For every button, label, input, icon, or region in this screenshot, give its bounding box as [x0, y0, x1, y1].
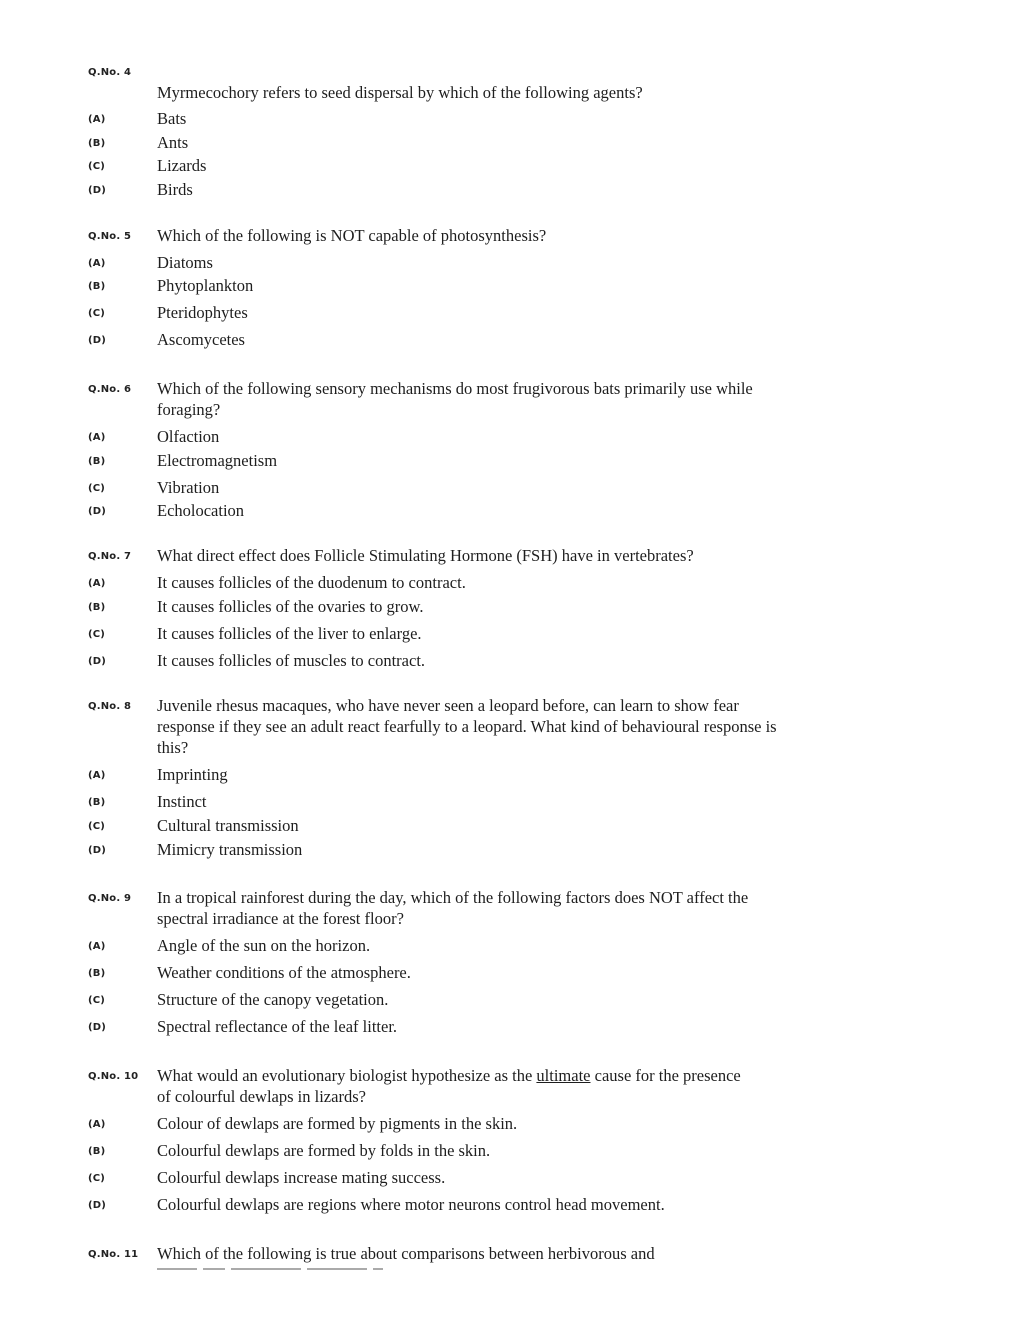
- option-label: (A): [88, 770, 106, 781]
- option-text: Imprinting: [157, 765, 228, 784]
- option-label: (D): [88, 335, 107, 346]
- option-text: Ascomycetes: [157, 330, 245, 349]
- question-6-text: Which of the following sensory mechanisms do most frugivorous bats primarily use while foraging?: [157, 379, 753, 419]
- option-text: Spectral reflectance of the leaf litter.: [157, 1017, 398, 1036]
- option-label: (C): [88, 1173, 106, 1184]
- option-label: (D): [88, 506, 107, 517]
- option-text: Electromagnetism: [157, 451, 278, 470]
- option-text: Angle of the sun on the horizon.: [157, 936, 371, 955]
- option-label: (B): [88, 797, 106, 808]
- option-text: Mimicry transmission: [157, 840, 303, 859]
- question-6-number: Q.No. 6: [88, 384, 132, 395]
- option-text: Vibration: [157, 478, 220, 497]
- option-label: (D): [88, 185, 107, 196]
- option-text: It causes follicles of muscles to contract.: [157, 651, 426, 670]
- option-text: Weather conditions of the atmosphere.: [157, 963, 411, 982]
- option-text: Echolocation: [157, 501, 245, 520]
- option-label: (C): [88, 995, 106, 1006]
- question-10-number: Q.No. 10: [88, 1071, 139, 1082]
- option-text: Phytoplankton: [157, 276, 254, 295]
- option-label: (A): [88, 114, 106, 125]
- question-8-number: Q.No. 8: [88, 701, 132, 712]
- option-text: Instinct: [157, 792, 207, 811]
- option-label: (C): [88, 483, 106, 494]
- option-label: (B): [88, 968, 106, 979]
- option-label: (B): [88, 602, 106, 613]
- option-text: Cultural transmission: [157, 816, 299, 835]
- option-label: (A): [88, 578, 106, 589]
- question-7-text: What direct effect does Follicle Stimulating Hormone (FSH) have in vertebrates?: [157, 546, 694, 565]
- option-text: It causes follicles of the duodenum to contract.: [157, 573, 466, 592]
- question-4-text: Myrmecochory refers to seed dispersal by which of the following agents?: [157, 83, 643, 102]
- option-text: It causes follicles of the ovaries to grow.: [157, 597, 424, 616]
- option-text: Olfaction: [157, 427, 220, 446]
- option-text: Colourful dewlaps increase mating success.: [157, 1168, 446, 1187]
- question-9-text: In a tropical rainforest during the day, which of the following factors does NOT affect the spectral irradiance at the forest floor?: [157, 888, 749, 928]
- option-label: (A): [88, 432, 106, 443]
- option-label: (C): [88, 629, 106, 640]
- option-label: (C): [88, 308, 106, 319]
- underlined-word: ultimate: [536, 1066, 591, 1085]
- question-11-text: Which of the following is true about comparisons between herbivorous and: [157, 1244, 655, 1263]
- option-label: (B): [88, 1146, 106, 1157]
- question-8-text: Juvenile rhesus macaques, who have never seen a leopard before, can learn to show fear response if they see an adult react fearfully to a leopard. What kind of behavioural response is this?: [157, 696, 777, 757]
- option-text: It causes follicles of the liver to enlarge.: [157, 624, 422, 643]
- question-11-number: Q.No. 11: [88, 1249, 139, 1260]
- option-label: (C): [88, 821, 106, 832]
- option-text: Colourful dewlaps are regions where motor neurons control head movement.: [157, 1195, 665, 1214]
- option-text: Diatoms: [157, 253, 213, 272]
- option-label: (D): [88, 656, 107, 667]
- question-4-number: Q.No. 4: [88, 67, 132, 78]
- option-label: (C): [88, 161, 106, 172]
- option-label: (B): [88, 456, 106, 467]
- option-text: Colourful dewlaps are formed by folds in the skin.: [157, 1141, 491, 1160]
- question-9-number: Q.No. 9: [88, 893, 132, 904]
- option-text: Lizards: [157, 156, 207, 175]
- question-7-number: Q.No. 7: [88, 551, 132, 562]
- option-label: (D): [88, 845, 107, 856]
- option-label: (A): [88, 1119, 106, 1130]
- question-text-part: What would an evolutionary biologist hypothesize as the: [157, 1066, 537, 1085]
- option-text: Bats: [157, 109, 187, 128]
- question-5-number: Q.No. 5: [88, 231, 132, 242]
- option-label: (D): [88, 1200, 107, 1211]
- option-label: (D): [88, 1022, 107, 1033]
- option-label: (A): [88, 258, 106, 269]
- option-text: Birds: [157, 180, 193, 199]
- option-text: Colour of dewlaps are formed by pigments in the skin.: [157, 1114, 518, 1133]
- option-text: Ants: [157, 133, 189, 152]
- question-10-text: [157, 1065, 747, 1107]
- option-text: Pteridophytes: [157, 303, 248, 322]
- question-text-part: cause for the presence of colourful dewlaps in lizards?: [157, 1066, 741, 1106]
- question-5-text: Which of the following is NOT capable of photosynthesis?: [157, 226, 547, 245]
- option-text: Structure of the canopy vegetation.: [157, 990, 389, 1009]
- cut-off-text-fragment: [157, 1268, 717, 1272]
- option-label: (A): [88, 941, 106, 952]
- option-label: (B): [88, 138, 106, 149]
- option-label: (B): [88, 281, 106, 292]
